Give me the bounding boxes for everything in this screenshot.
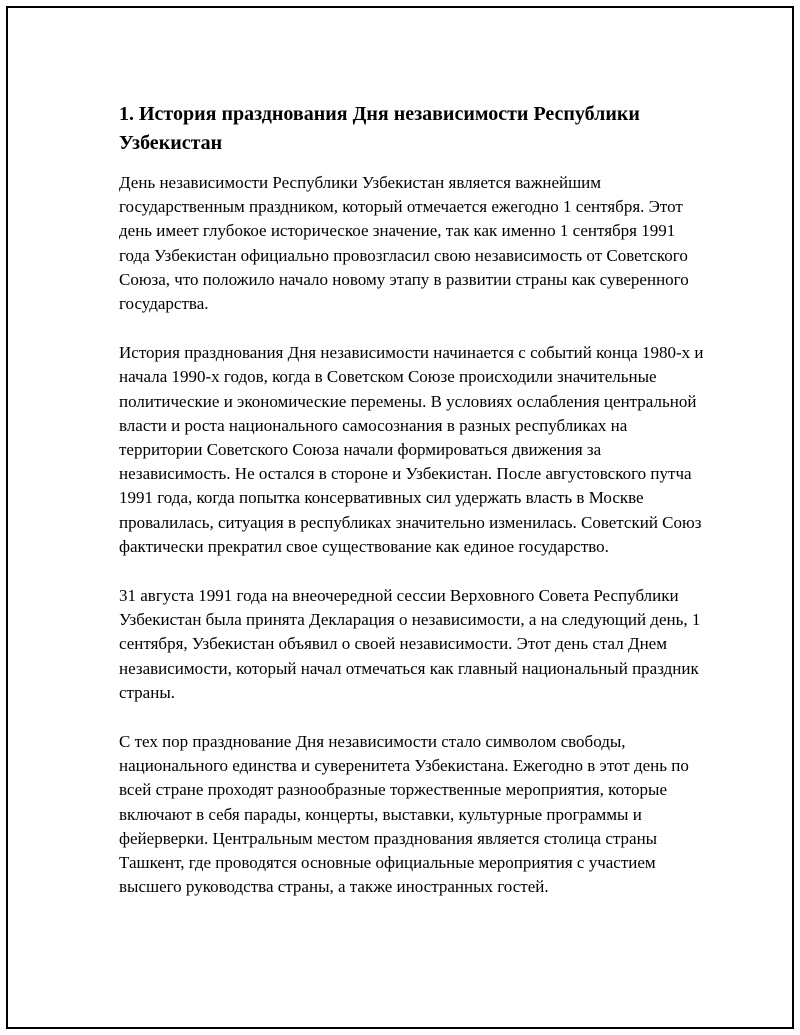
section-heading: 1. История празднования Дня независимости Республики Узбекистан — [119, 103, 640, 154]
paragraph-3: 31 августа 1991 года на внеочередной сессии Верховного Совета Республики Узбекистан была принята Декларация о независимости, а на следующий день, 1 сентября, Узбекистан объявил о своей независимости. Этот день стал Днем независимости, который начал отмечаться как главный национальный праздник страны. — [119, 586, 701, 702]
paragraph-2: История празднования Дня независимости начинается с событий конца 1980-х и начала 1990-х годов, когда в Советском Союзе происходили значительные политические и экономические перемены. В условиях ослабления центральной власти и роста национального самосознания в разных республиках на территории Советского Союза начали формироваться движения за независимость. Не остался в стороне и Узбекистан. После августовского путча 1991 года, когда попытка консервативных сил удержать власть в Москве провалилась, ситуация в республиках значительно изменилась. Советский Союз фактически прекратил свое существование как единое государство. — [119, 343, 704, 556]
document-body — [119, 100, 709, 924]
paragraph-1: День независимости Республики Узбекистан является важнейшим государственным праздником, который отмечается ежегодно 1 сентября. Этот день имеет глубокое историческое значение, так как именно 1 сентября 1991 года Узбекистан официально провозгласил свою независимость от Советского Союза, что положило начало новому этапу в развитии страны как суверенного государства. — [119, 173, 689, 314]
paragraph-4: С тех пор празднование Дня независимости стало символом свободы, национального единства и суверенитета Узбекистана. Ежегодно в этот день по всей стране проходят разнообразные торжественные мероприятия, которые включают в себя парады, концерты, выставки, культурные программы и фейерверки. Центральным местом празднования является столица страны Ташкент, где проводятся основные официальные мероприятия с участием высшего руководства страны, а также иностранных гостей. — [119, 732, 689, 897]
page-frame — [6, 6, 794, 1029]
